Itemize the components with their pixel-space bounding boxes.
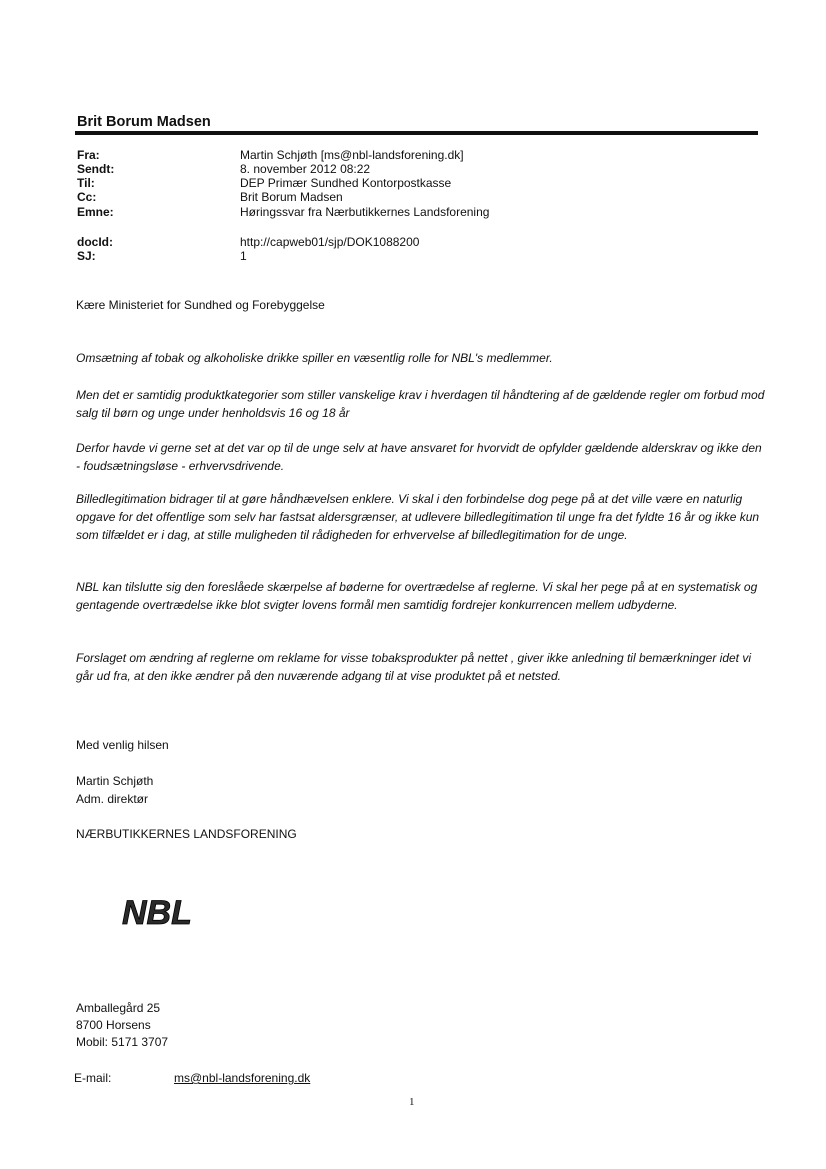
closing: Med venlig hilsen: [76, 738, 169, 752]
nbl-logo-text: NBL: [122, 894, 192, 932]
address-mobile: Mobil: 5171 3707: [76, 1035, 169, 1049]
email-label: E-mail:: [74, 1071, 112, 1085]
greeting: Kære Ministeriet for Sundhed og Forebyggelse: [76, 298, 325, 312]
address-street: Amballegård 25: [76, 1001, 161, 1015]
meta-label-cc: Cc:: [77, 190, 97, 204]
meta-label-docid: docId:: [77, 235, 113, 249]
address-city: 8700 Horsens: [76, 1018, 151, 1032]
email-link[interactable]: ms@nbl-landsforening.dk: [174, 1071, 311, 1085]
meta-label-sent: Sendt:: [77, 162, 115, 176]
meta-value-sent: 8. november 2012 08:22: [240, 162, 371, 176]
page-number: 1: [409, 1096, 415, 1108]
body-paragraph-3: Derfor havde vi gerne set at det var op til de unge selv at have ansvaret for hvorvidt de opfylder gældende alderskrav og ikke den - foudsætningsløse - erhvervsdrivende.: [76, 441, 762, 473]
meta-label-subject: Emne:: [77, 205, 114, 219]
body-paragraph-4: Billedlegitimation bidrager til at gøre håndhævelsen enklere. Vi skal i den forbindelse dog pege på at det ville være en naturlig opgave for det offentlige som selv har fastsat aldersgrænser, at udlevere billedlegitimation til unge fra det fyldte 16 år og ikke kun som tilfældet er i dag, at stille muligheden til rådigheden for erhvervelse af billedlegitimation for de unge.: [76, 492, 760, 542]
meta-value-sj: 1: [240, 249, 247, 263]
meta-value-subject: Høringssvar fra Nærbutikkernes Landsforening: [240, 205, 490, 219]
sender-name-heading: Brit Borum Madsen: [77, 114, 211, 130]
signer-title: Adm. direktør: [76, 792, 149, 806]
body-paragraph-2: Men det er samtidig produktkategorier som stiller vanskelige krav i hverdagen til håndtering af de gældende regler om forbud mod salg til børn og unge under henholdsvis 16 og 18 år: [76, 388, 765, 420]
body-paragraph-1: Omsætning af tobak og alkoholiske drikke spiller en væsentlig rolle for NBL's medlemmer.: [76, 351, 553, 365]
meta-label-to: Til:: [77, 176, 95, 190]
body-paragraph-5: NBL kan tilslutte sig den foreslåede skærpelse af bøderne for overtrædelse af reglerne. Vi skal her pege på at en systematisk og gentagende overtrædelse ikke blot svigter lovens formål men samtidig fordrejer konkurrencen mellem udbyderne.: [76, 580, 758, 612]
meta-value-docid: http://capweb01/sjp/DOK1088200: [240, 235, 420, 249]
meta-value-cc: Brit Borum Madsen: [240, 190, 343, 204]
meta-label-from: Fra:: [77, 148, 100, 162]
meta-value-from: Martin Schjøth [ms@nbl-landsforening.dk]: [240, 148, 464, 162]
meta-value-to: DEP Primær Sundhed Kontorpostkasse: [240, 176, 452, 190]
body-paragraph-6: Forslaget om ændring af reglerne om reklame for visse tobaksprodukter på nettet , giver ikke anledning til bemærkninger idet vi går ud fra, at den ikke ændrer på den nuværende adgang til at vise produktet på et netsted.: [76, 651, 751, 683]
signer-name: Martin Schjøth: [76, 774, 154, 788]
nbl-logo: [118, 892, 218, 932]
header-rule: [75, 131, 758, 135]
meta-label-sj: SJ:: [77, 249, 96, 263]
organization-name: NÆRBUTIKKERNES LANDSFORENING: [76, 827, 297, 841]
